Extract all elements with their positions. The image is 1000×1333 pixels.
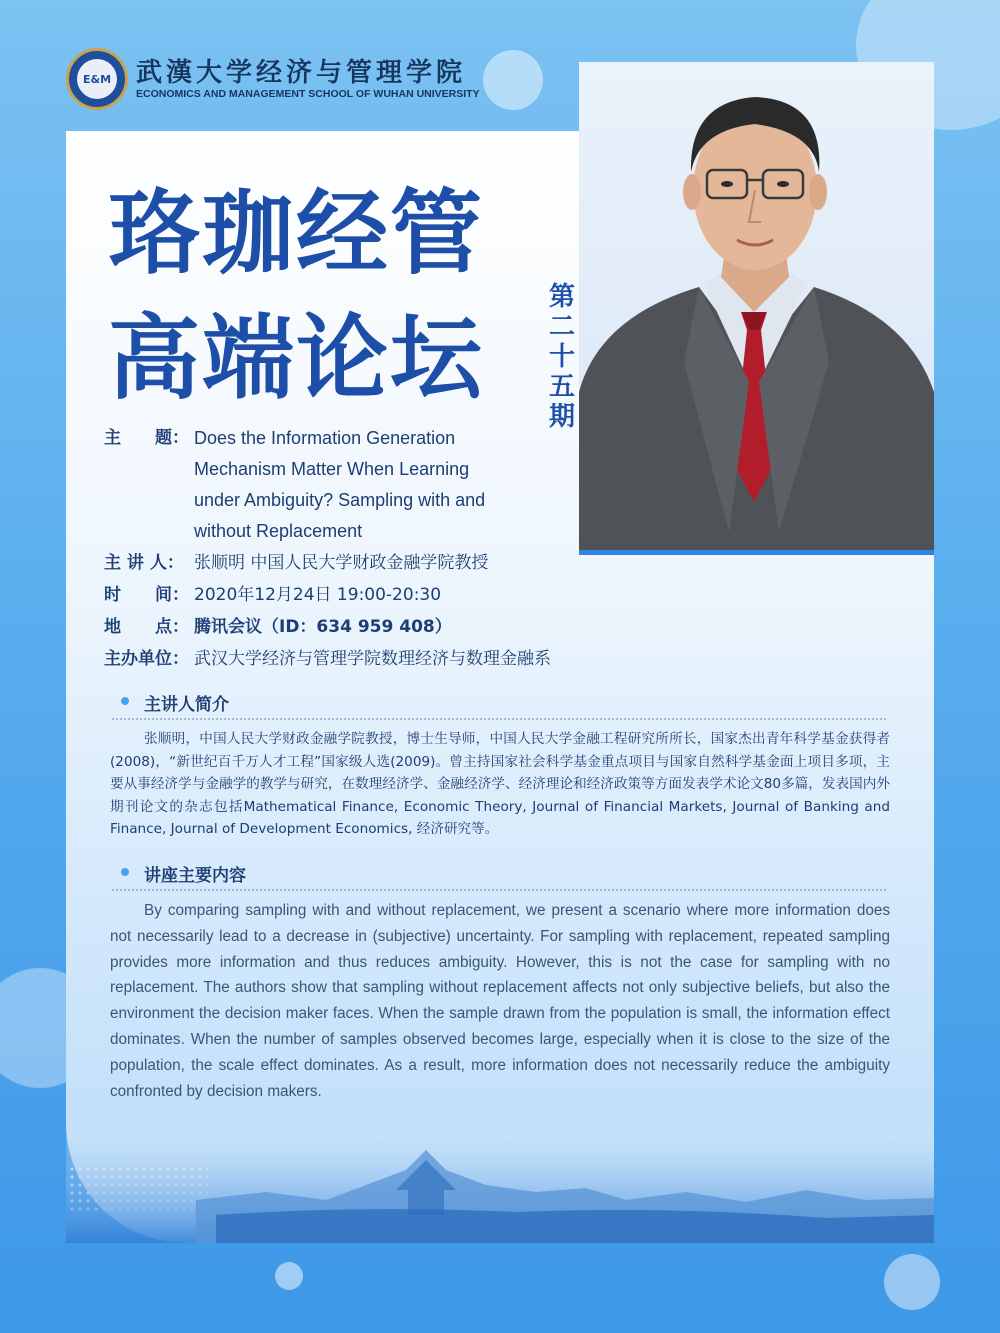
- speaker-label: 主 讲 人：: [104, 553, 184, 573]
- issue-number: [548, 282, 576, 432]
- issue-char: 第: [548, 282, 575, 312]
- topic-line: without Replacement: [194, 521, 363, 541]
- bio-heading: 主讲人简介: [144, 695, 229, 715]
- bio-text: 张顺明，中国人民大学财政金融学院教授，博士生导师，中国人民大学金融工程研究所所长，国家杰出青年科学基金获得者(2008)，“新世纪百千万人才工程”国家级人选(2009)。曾主持国家社会科学基金重点项目与国家自然科学基金面上项目多项，主要从事经济学与金融学的教学与研究，在数理经济学、金融经济学、经济理论和经济政策等方面发表学术论文80多篇，发表国内外期刊论文的杂志包括Mathematical Finance, Economic Theory, Journal of Financial Markets, Journal of Banking and Finance, Journal of Development Economics, 经济研究等。: [110, 731, 890, 837]
- school-name-en: ECONOMICS AND MANAGEMENT SCHOOL OF WUHAN UNIVERSITY: [136, 88, 480, 100]
- speaker-photo: [579, 62, 934, 552]
- speaker-value: 张顺明 中国人民大学财政金融学院教授: [194, 553, 489, 573]
- host-label: 主办单位：: [104, 649, 189, 669]
- topic-line: under Ambiguity? Sampling with and: [194, 490, 486, 510]
- school-logo: [66, 48, 128, 110]
- title-line-2: 高端论坛: [108, 305, 485, 412]
- place-value: 腾讯会议（ID：634 959 408）: [194, 617, 452, 637]
- campus-illustration: [66, 1130, 934, 1243]
- school-name-cn: 武漢大学经济与管理学院: [136, 58, 467, 88]
- issue-char: 期: [548, 402, 575, 432]
- lecture-topic: [194, 423, 554, 547]
- topic-line: Does the Information Generation: [194, 428, 456, 448]
- topic-line: Mechanism Matter When Learning: [194, 459, 470, 479]
- place-label: 地 点：: [104, 617, 189, 637]
- photo-accent-bar: [579, 550, 934, 555]
- abstract-text: By comparing sampling with and without replacement, we present a scenario where more information does not necessarily lead to a decrease in (subjective) uncertainty. For sampling with replacement, repeated sampling provides more information and thus reduces ambiguity. However, this is not the case for sampling with no replacement. The authors show that sampling without replacement affects not only subjective beliefs, but also the environment the decision maker faces. When the sample drawn from the population is small, the information effect dominates. When the number of samples observed becomes large, especially when it is close to the size of the population, the scale effect dominates. As a result, more information does not necessarily reduce the ambiguity confronted by decision makers.: [110, 902, 890, 1100]
- title-line-1: 珞珈经管: [108, 180, 485, 287]
- time-label: 时 间：: [104, 585, 189, 605]
- decor-circle-bottom-left: [275, 1262, 303, 1290]
- issue-char: 五: [548, 372, 575, 402]
- bio-bullet: [121, 697, 129, 705]
- speaker-portrait-illustration: [579, 62, 934, 552]
- abstract-bullet: [121, 868, 129, 876]
- host-value: 武汉大学经济与管理学院数理经济与数理金融系: [194, 649, 551, 669]
- time-value: 2020年12月24日 19:00-20:30: [194, 585, 442, 605]
- issue-char: 二: [548, 312, 575, 342]
- abstract-divider: [112, 889, 886, 891]
- bio-divider: [112, 718, 886, 720]
- issue-char: 十: [548, 342, 575, 372]
- topic-label: 主 题：: [104, 428, 189, 448]
- decor-circle-header: [483, 50, 543, 110]
- decor-circle-bottom-right: [884, 1254, 940, 1310]
- school-logo-mark: E&M: [77, 59, 117, 99]
- abstract-heading: 讲座主要内容: [144, 866, 246, 886]
